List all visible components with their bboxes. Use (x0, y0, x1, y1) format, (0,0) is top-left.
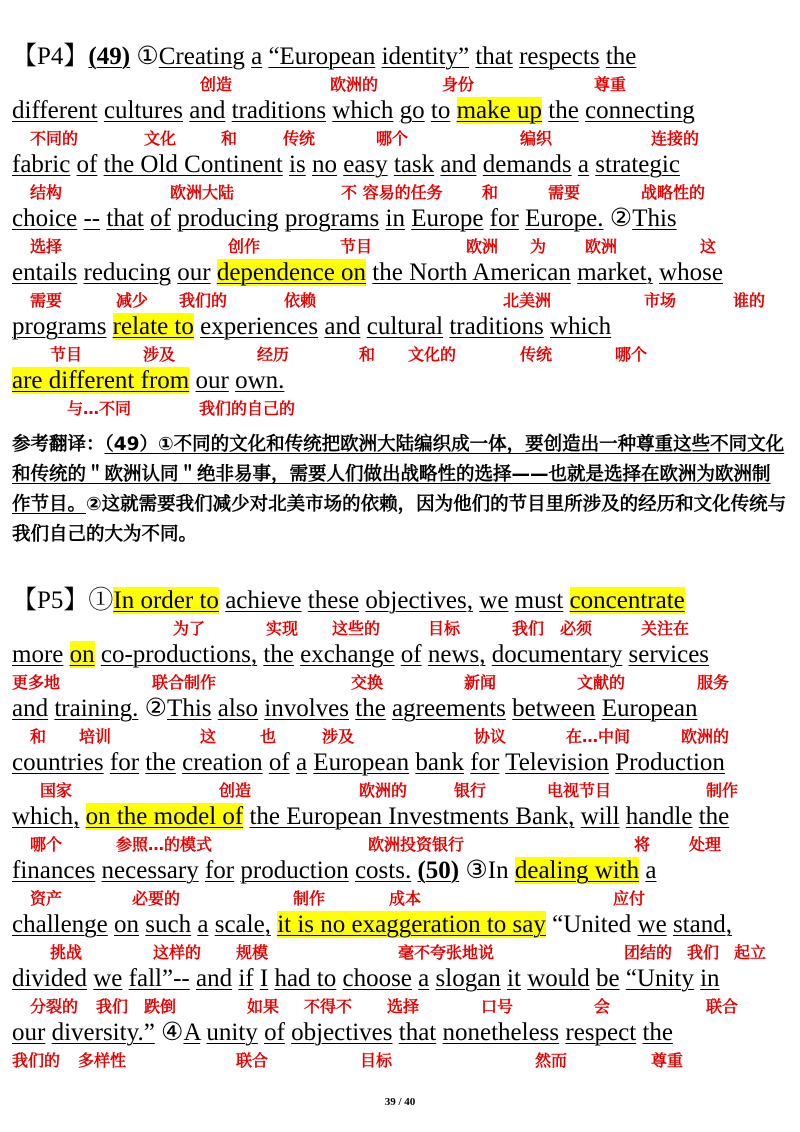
word: the (145, 749, 176, 776)
gloss-line (0, 182, 800, 204)
word: Television (505, 749, 609, 776)
text-segment: ② (603, 205, 633, 232)
gloss: 跌倒 (144, 997, 177, 1016)
english-line (12, 96, 695, 126)
gloss: 创作 (228, 237, 261, 256)
word: slogan (435, 965, 501, 992)
gloss: 编织 (520, 129, 553, 148)
gloss-line (0, 74, 800, 96)
gloss: 谁的 (733, 291, 766, 310)
word: stand, (672, 911, 732, 938)
word: the European Investments Bank, (249, 803, 575, 830)
word: is (289, 151, 306, 178)
highlighted-phrase: on (69, 641, 95, 668)
gloss-line (0, 672, 800, 694)
gloss: 资产 (30, 889, 63, 908)
gloss: 欧洲大陆 (170, 183, 235, 202)
word: European (313, 749, 410, 776)
gloss-line (0, 344, 800, 366)
text-segment (106, 313, 112, 340)
word: and (189, 97, 226, 124)
word: on (114, 911, 140, 938)
word: cultures (103, 97, 183, 124)
text-segment (211, 259, 217, 286)
gloss: 协议 (474, 727, 507, 746)
word: production (240, 857, 349, 884)
reference-translation (12, 430, 788, 550)
word: the (263, 641, 294, 668)
reference-text-plain: ②这就需要我们减少对北美市场的依赖，因为他们的节目里所涉及的经历和文化传统与我们自己的大为不同。 (12, 494, 787, 545)
gloss: 创造 (219, 781, 252, 800)
word: European (601, 695, 698, 722)
word: for (204, 857, 235, 884)
word: “European (268, 43, 376, 70)
gloss: 哪个 (30, 835, 63, 854)
english-line (12, 910, 732, 940)
gloss: 结构 (30, 183, 63, 202)
gloss-line (0, 780, 800, 802)
highlighted-phrase: on the model of (85, 803, 244, 830)
word: of (400, 641, 422, 668)
word: A (183, 1019, 201, 1046)
highlighted-phrase: dealing with (514, 857, 640, 884)
word: a (645, 857, 657, 884)
word: to (430, 97, 451, 124)
word: we (93, 965, 123, 992)
word: involves (264, 695, 349, 722)
gloss: 将 (634, 835, 651, 854)
word: nonetheless (442, 1019, 560, 1046)
gloss: 哪个 (376, 129, 409, 148)
text-segment (450, 97, 456, 124)
gloss: 节目 (340, 237, 373, 256)
gloss: 欧洲的 (359, 781, 408, 800)
word: our (12, 1019, 46, 1046)
word: achieve (225, 587, 302, 614)
word: the (642, 1019, 673, 1046)
word: the (698, 803, 730, 830)
word: Europe. (525, 205, 604, 232)
word: This (632, 205, 677, 232)
gloss: 尊重 (651, 1051, 684, 1070)
gloss: 不 容易的任务 (341, 183, 443, 202)
english-line (12, 150, 680, 180)
gloss: 为 (530, 237, 547, 256)
word: producing (177, 205, 279, 232)
english-line (12, 964, 720, 994)
word: (49) (88, 43, 131, 70)
word: be (595, 965, 620, 992)
gloss: 连接的 (651, 129, 700, 148)
word: traditions (449, 313, 544, 340)
word: such (145, 911, 192, 938)
gloss: 多样性 (78, 1051, 127, 1070)
word: divided (12, 965, 87, 992)
word: programs (284, 205, 380, 232)
word: traditions (231, 97, 327, 124)
gloss: 北美洲 (503, 291, 552, 310)
word: “Unity (625, 965, 694, 992)
gloss: 尊重 (594, 75, 627, 94)
word: which (550, 313, 612, 340)
highlighted-phrase: In order to (113, 587, 219, 614)
gloss: 选择 (387, 997, 420, 1016)
word: reducing (83, 259, 171, 286)
word: our (177, 259, 211, 286)
word: -- (83, 205, 101, 232)
word: challenge (12, 911, 108, 938)
word: experiences (200, 313, 319, 340)
word: countries (12, 749, 104, 776)
gloss: 哪个 (615, 345, 648, 364)
word: easy (343, 151, 388, 178)
gloss: 欧洲 (585, 237, 618, 256)
gloss: 目标 (428, 619, 461, 638)
gloss: 依赖 (284, 291, 317, 310)
word: the Old Continent (103, 151, 283, 178)
word: our (195, 367, 229, 394)
word: it (507, 965, 521, 992)
text-segment: “United (545, 911, 638, 938)
english-line (12, 802, 729, 832)
word: (50) (417, 857, 460, 884)
word: necessary (101, 857, 199, 884)
gloss-line (0, 942, 800, 964)
word: whose (659, 259, 723, 286)
gloss: 规模 (236, 943, 269, 962)
gloss: 不同的 (30, 129, 79, 148)
word: handle (625, 803, 693, 830)
word: that (398, 1019, 437, 1046)
gloss: 关注在 (641, 619, 690, 638)
word: strategic (595, 151, 680, 178)
english-line (12, 1018, 673, 1048)
reference-text-underlined: （49）①不同的文化和传统把欧洲大陆编织成一体，要创造出一种尊重这些不同文化和传统的＂欧洲认同＂绝非易事，需要人们做出战略性的选择——也就是选择在欧洲为欧洲制作节目。 (12, 434, 785, 515)
word: a (197, 911, 209, 938)
english-line (12, 586, 685, 616)
gloss: 新闻 (464, 673, 497, 692)
word: bank (415, 749, 464, 776)
word: a (251, 43, 263, 70)
word: objectives (291, 1019, 393, 1046)
gloss: 处理 (689, 835, 722, 854)
gloss: 欧洲投资银行 (368, 835, 465, 854)
highlighted-phrase: concentrate (569, 587, 685, 614)
word: fabric (12, 151, 71, 178)
word: and (195, 965, 233, 992)
gloss: 和 (482, 183, 499, 202)
word: different (12, 97, 98, 124)
gloss: 更多地 (12, 673, 61, 692)
word: go (399, 97, 425, 124)
gloss-line (0, 290, 800, 312)
gloss: 挑战 (50, 943, 83, 962)
gloss: 目标 (360, 1051, 393, 1070)
gloss: 这 (200, 727, 217, 746)
gloss: 参照…的模式 (116, 835, 213, 854)
word: of (264, 1019, 285, 1046)
gloss: 交换 (351, 673, 384, 692)
highlighted-phrase: it is no exaggeration to say (277, 911, 546, 938)
highlighted-phrase: relate to (112, 313, 194, 340)
word: connecting (585, 97, 695, 124)
word: must (514, 587, 564, 614)
gloss: 制作 (293, 889, 326, 908)
word: choice (12, 205, 78, 232)
gloss: 欧洲 (466, 237, 499, 256)
english-line (12, 694, 697, 724)
word: identity” (381, 43, 470, 70)
gloss: 为了 (173, 619, 206, 638)
gloss: 应付 (613, 889, 646, 908)
word: more (12, 641, 64, 668)
gloss: 创造 (200, 75, 233, 94)
word: would (527, 965, 590, 992)
word: the (605, 43, 637, 70)
text-segment: 【P5】① (12, 587, 114, 614)
english-line (12, 366, 284, 396)
text-segment: ③In (459, 857, 515, 884)
gloss: 联合 (706, 997, 739, 1016)
gloss: 节目 (50, 345, 83, 364)
word: which (332, 97, 394, 124)
word: for (489, 205, 519, 232)
gloss: 选择 (30, 237, 63, 256)
word: This (167, 695, 212, 722)
english-line (12, 748, 725, 778)
word: between (512, 695, 596, 722)
gloss: 涉及 (322, 727, 355, 746)
gloss-line (0, 996, 800, 1018)
word: we (637, 911, 667, 938)
word: programs (12, 313, 107, 340)
word: a (295, 749, 308, 776)
gloss: 文化 (144, 129, 177, 148)
gloss: 我们 (96, 997, 129, 1016)
word: market, (577, 259, 653, 286)
gloss: 和 (221, 129, 238, 148)
gloss: 如果 (247, 997, 280, 1016)
word: if (238, 965, 254, 992)
gloss: 文献的 (577, 673, 626, 692)
english-line (12, 640, 709, 670)
word: I (259, 965, 269, 992)
word: choose (342, 965, 412, 992)
word: and (440, 151, 477, 178)
gloss: 和 (359, 345, 376, 364)
gloss: 成本 (389, 889, 422, 908)
word: a (577, 151, 590, 178)
word: which, (12, 803, 80, 830)
word: unity (206, 1019, 258, 1046)
gloss: 联合制作 (152, 673, 217, 692)
word: entails (12, 259, 78, 286)
english-line (12, 312, 611, 342)
gloss: 传统 (520, 345, 553, 364)
word: scale, (214, 911, 271, 938)
word: these (307, 587, 360, 614)
word: Production (615, 749, 725, 776)
gloss-line (0, 888, 800, 910)
word: for (470, 749, 500, 776)
word: of (268, 749, 290, 776)
word: Europe (411, 205, 484, 232)
word: a (418, 965, 430, 992)
word: of (150, 205, 171, 232)
word: respects (519, 43, 600, 70)
word: costs. (354, 857, 412, 884)
gloss: 我们 (512, 619, 545, 638)
gloss: 不得不 (304, 997, 353, 1016)
gloss: 经历 (257, 345, 290, 364)
word: services (628, 641, 710, 668)
text-segment (79, 803, 85, 830)
word: of (76, 151, 98, 178)
gloss: 国家 (40, 781, 73, 800)
word: and (12, 695, 49, 722)
gloss: 身份 (442, 75, 475, 94)
word: for (109, 749, 140, 776)
gloss: 电视节目 (547, 781, 612, 800)
word: documentary (491, 641, 623, 668)
gloss-line (0, 236, 800, 258)
gloss: 制作 (706, 781, 739, 800)
gloss: 然而 (535, 1051, 568, 1070)
word: diversity.” (51, 1019, 155, 1046)
highlighted-phrase: make up (456, 97, 542, 124)
word: that (106, 205, 144, 232)
gloss: 在…中间 (566, 727, 631, 746)
gloss: 我们的 (12, 1051, 61, 1070)
gloss-line (0, 128, 800, 150)
gloss: 减少 (116, 291, 149, 310)
text-segment (63, 641, 69, 668)
word: Creating (158, 43, 245, 70)
page-number: 39 / 40 (384, 1096, 416, 1108)
gloss: 这样的 (153, 943, 202, 962)
word: will (580, 803, 620, 830)
word: cultural (366, 313, 444, 340)
gloss: 需要 (548, 183, 581, 202)
gloss: 培训 (79, 727, 112, 746)
gloss: 会 (594, 997, 611, 1016)
gloss: 涉及 (143, 345, 176, 364)
word: respect (565, 1019, 637, 1046)
english-line (12, 204, 677, 234)
highlighted-phrase: dependence on (216, 259, 367, 286)
word: the (355, 695, 386, 722)
gloss: 起立 (734, 943, 767, 962)
word: and (324, 313, 361, 340)
gloss: 我们的自己的 (199, 399, 296, 418)
gloss: 这 (700, 237, 717, 256)
gloss: 与…不同 (67, 399, 132, 418)
gloss-line (0, 398, 800, 420)
gloss: 我们 (687, 943, 720, 962)
gloss: 战略性的 (641, 183, 706, 202)
gloss: 文化的 (408, 345, 457, 364)
word: the North American (372, 259, 571, 286)
text-segment: ④ (154, 1019, 184, 1046)
word: own. (235, 367, 285, 394)
gloss: 团结的 (624, 943, 673, 962)
word: exchange (300, 641, 395, 668)
gloss: 毫不夸张地说 (398, 943, 495, 962)
word: no (311, 151, 337, 178)
gloss: 和 (30, 727, 47, 746)
word: agreements (392, 695, 506, 722)
word: in (385, 205, 405, 232)
word: had to (274, 965, 337, 992)
gloss: 银行 (454, 781, 487, 800)
word: objectives, (365, 587, 474, 614)
word: task (393, 151, 435, 178)
word: co-productions, (100, 641, 258, 668)
english-line (12, 856, 657, 886)
word: in (700, 965, 720, 992)
word: we (479, 587, 509, 614)
gloss-line (0, 618, 800, 640)
gloss-line (0, 726, 800, 748)
gloss: 口号 (481, 997, 514, 1016)
gloss: 我们的 (179, 291, 228, 310)
gloss-line (0, 834, 800, 856)
word: also (217, 695, 259, 722)
english-line (12, 258, 723, 288)
word: finances (12, 857, 96, 884)
text-segment: 【P4】 (12, 43, 89, 70)
gloss: 必要的 (132, 889, 181, 908)
word: creation (182, 749, 263, 776)
gloss: 必须 (560, 619, 593, 638)
english-line (12, 42, 636, 72)
gloss: 也 (260, 727, 277, 746)
word: the (548, 97, 579, 124)
word: that (475, 43, 513, 70)
word: news, (427, 641, 486, 668)
gloss: 这些的 (332, 619, 381, 638)
gloss: 实现 (266, 619, 299, 638)
gloss: 传统 (283, 129, 316, 148)
gloss: 分裂的 (30, 997, 79, 1016)
gloss: 服务 (697, 673, 730, 692)
reference-label: 参考翻译： (12, 434, 105, 455)
gloss: 欧洲的 (330, 75, 379, 94)
highlighted-phrase: are different from (12, 367, 190, 394)
gloss-line (0, 1050, 800, 1072)
text-segment: ② (138, 695, 168, 722)
word: demands (482, 151, 572, 178)
gloss: 联合 (236, 1051, 269, 1070)
text-segment: ① (130, 43, 159, 70)
word: training. (54, 695, 139, 722)
gloss: 市场 (644, 291, 677, 310)
word: fall”-- (128, 965, 190, 992)
gloss: 需要 (30, 291, 63, 310)
gloss: 欧洲的 (681, 727, 730, 746)
text-segment (563, 587, 569, 614)
